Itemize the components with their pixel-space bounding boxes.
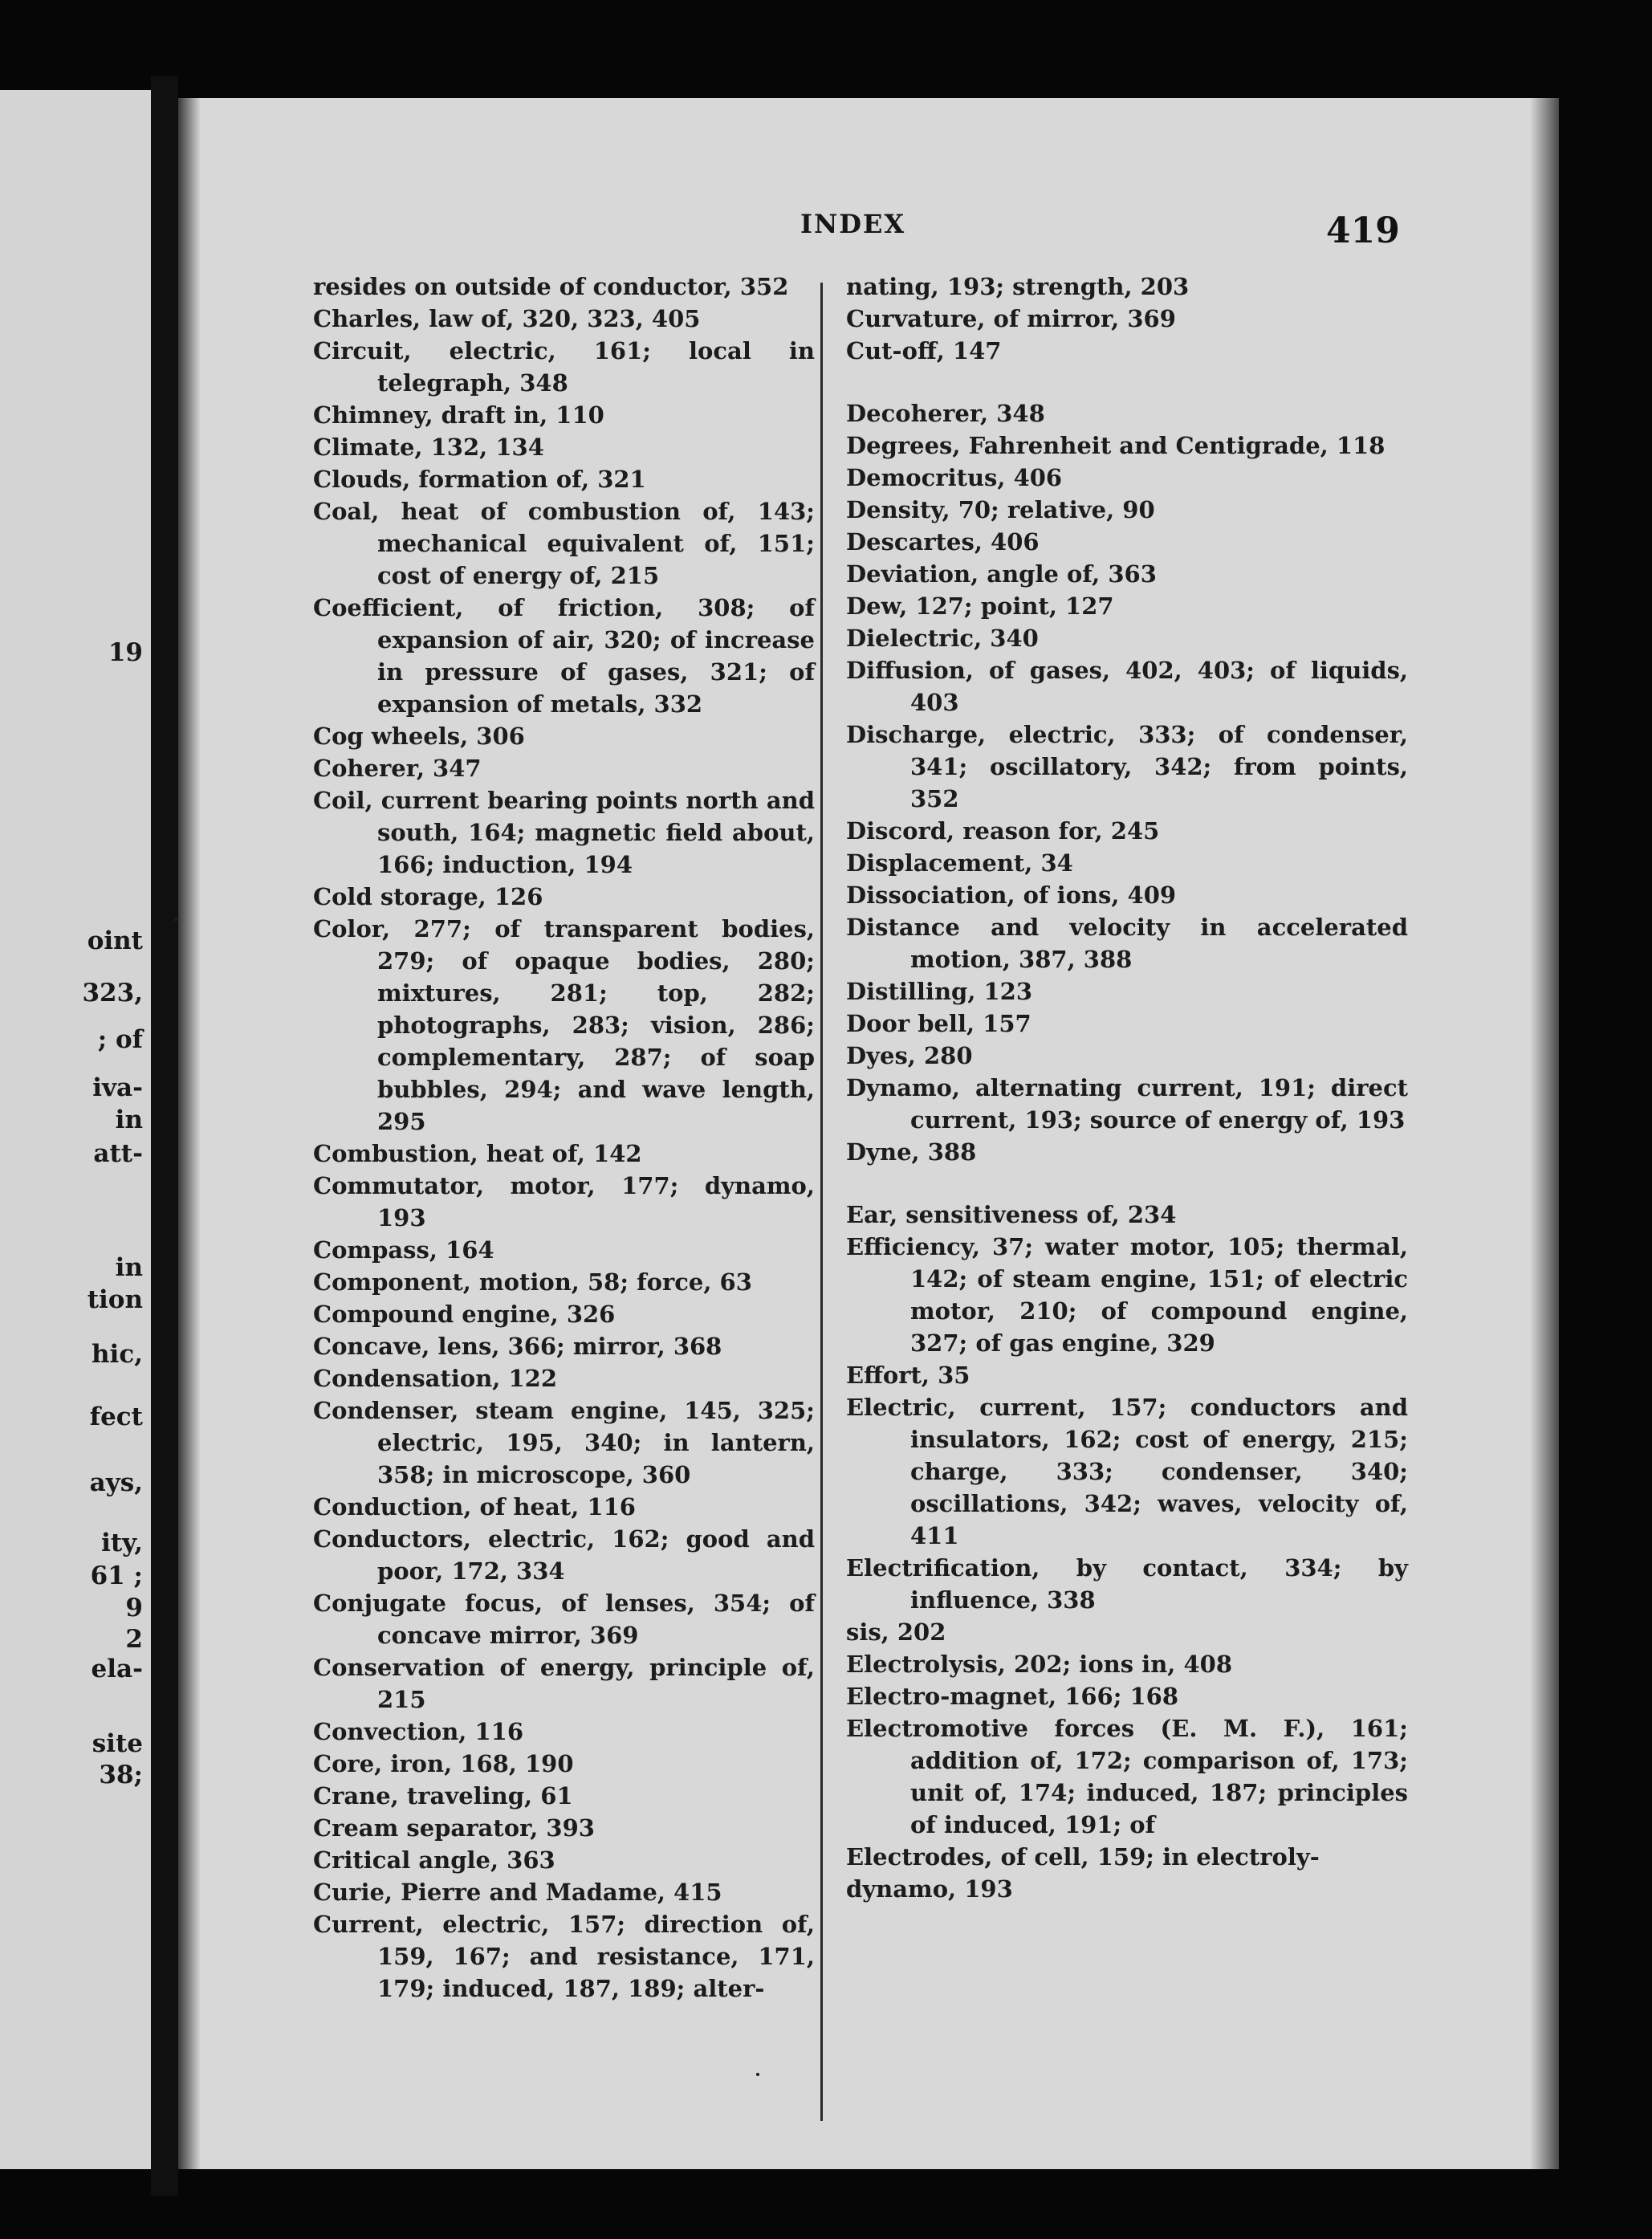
speck [756, 2073, 759, 2076]
index-entry: Cut-off, 147 [846, 337, 1002, 364]
index-entry: Dyes, 280 [846, 1042, 973, 1069]
index-entry: Condensation, 122 [313, 1365, 558, 1392]
index-entry: Combustion, heat of, 142 [313, 1140, 642, 1167]
running-head: INDEX [800, 209, 906, 239]
index-entry: Conjugate focus, of lenses, 354; of concave mirror, 369 [313, 1590, 815, 1649]
index-entry: Commutator, motor, 177; dynamo, 193 [313, 1172, 815, 1231]
index-entry: Dielectric, 340 [846, 625, 1039, 652]
index-entry: Component, motion, 58; force, 63 [313, 1268, 752, 1296]
prev-fragment: oint [87, 926, 143, 955]
index-entry: Dissociation, of ions, 409 [846, 881, 1177, 909]
page-number: 419 [1326, 210, 1400, 251]
index-entry: Compass, 164 [313, 1236, 494, 1264]
index-entry: Deviation, angle of, 363 [846, 560, 1157, 588]
index-entry: Distance and velocity in accelerated motion, 387, 388 [846, 914, 1408, 973]
index-entry: Electro-magnet, 166; 168 [846, 1683, 1179, 1710]
index-entry: Curie, Pierre and Madame, 415 [313, 1879, 722, 1906]
index-entry: Degrees, Fahrenheit and Centigrade, 118 [846, 432, 1385, 459]
index-entry: Effort, 35 [846, 1362, 970, 1389]
index-entry: Discharge, electric, 333; of condenser, 341; oscillatory, 342; from points, 352 [846, 721, 1408, 812]
index-entry: Conductors, electric, 162; good and poor, 172, 334 [313, 1525, 815, 1585]
index-column-right [846, 271, 1408, 1905]
index-entry: sis, 202 [846, 1618, 946, 1646]
prev-fragment: ; of [97, 1025, 143, 1054]
index-entry: Chimney, draft in, 110 [313, 401, 604, 429]
index-entry: Coefficient, of friction, 308; of expansion of air, 320; of increase in pressure of gases, 321; of expansion of metals, 332 [313, 594, 815, 718]
letter-gap [846, 367, 1408, 397]
index-entry: Dyne, 388 [846, 1138, 977, 1166]
index-entry: Electric, current, 157; conductors and insulators, 162; cost of energy, 215; charge, 333; condenser, 340; oscillations, 342; waves, velocity of, 411 [846, 1394, 1408, 1549]
prev-fragment: 9 [125, 1594, 143, 1622]
index-entry: Coherer, 347 [313, 755, 482, 782]
index-entry: Critical angle, 363 [313, 1846, 555, 1874]
index-entry: Crane, traveling, 61 [313, 1782, 573, 1810]
index-entry: Conservation of energy, principle of, 215 [313, 1654, 815, 1713]
index-entry: Cold storage, 126 [313, 883, 543, 910]
prev-fragment: ity, [101, 1529, 143, 1557]
prev-fragment: site [92, 1729, 143, 1758]
index-entry: Efficiency, 37; water motor, 105; thermal, 142; of steam engine, 151; of electric motor, 210; of compound engine, 327; of gas engine, 329 [846, 1233, 1408, 1357]
prev-fragment: 323, [82, 979, 143, 1008]
index-entry: Climate, 132, 134 [313, 434, 544, 461]
index-entry: Dew, 127; point, 127 [846, 592, 1114, 620]
index-entry: Coal, heat of combustion of, 143; mechanical equivalent of, 151; cost of energy of, 215 [313, 498, 815, 589]
index-entry: Density, 70; relative, 90 [846, 496, 1155, 523]
spine-shadow [178, 98, 201, 2169]
column-rule [820, 283, 823, 2121]
index-entry: nating, 193; strength, 203 [846, 273, 1190, 300]
index-entry: Core, iron, 168, 190 [313, 1750, 574, 1777]
index-entry: Convection, 116 [313, 1718, 524, 1745]
index-entry: Distilling, 123 [846, 978, 1033, 1005]
letter-gap [846, 1168, 1408, 1199]
index-entry: Democritus, 406 [846, 464, 1063, 491]
index-entry: Cream separator, 393 [313, 1814, 595, 1842]
index-entry: resides on outside of conductor, 352 [313, 273, 789, 300]
prev-fragment: hic, [92, 1340, 143, 1369]
prev-fragment: in [115, 1105, 143, 1134]
index-entry: Clouds, formation of, 321 [313, 466, 646, 493]
prev-fragment: ela- [91, 1655, 143, 1683]
book-gutter [151, 76, 178, 2196]
index-entry: Color, 277; of transparent bodies, 279; of opaque bodies, 280; mixtures, 281; top, 282; photographs, 283; vision, 286; complementary, 287; of soap bubbles, 294; and wave length, 295 [313, 915, 815, 1135]
index-entry: Compound engine, 326 [313, 1301, 616, 1328]
index-entry: Door bell, 157 [846, 1010, 1031, 1037]
index-entry: Circuit, electric, 161; local in telegraph, 348 [313, 337, 815, 397]
index-entry: Coil, current bearing points north and south, 164; magnetic field about, 166; induction, 194 [313, 787, 815, 878]
prev-fragment: in [115, 1253, 143, 1282]
prev-fragment: ays, [89, 1468, 143, 1497]
index-entry: Diffusion, of gases, 402, 403; of liquids, 403 [846, 657, 1408, 716]
index-entry: Concave, lens, 366; mirror, 368 [313, 1333, 722, 1360]
index-column-left [313, 271, 815, 2005]
index-entry: Ear, sensitiveness of, 234 [846, 1201, 1177, 1228]
index-entry: Charles, law of, 320, 323, 405 [313, 305, 701, 332]
speck [173, 917, 178, 922]
page-edge-shadow [1530, 98, 1559, 2169]
index-entry: Displacement, 34 [846, 849, 1073, 877]
previous-page-edge [0, 90, 151, 2169]
prev-fragment: iva- [92, 1073, 143, 1102]
index-entry: Condenser, steam engine, 145, 325; electric, 195, 340; in lantern, 358; in microscope, 360 [313, 1397, 815, 1488]
index-entry: Electrification, by contact, 334; by influence, 338 [846, 1554, 1408, 1614]
prev-fragment: tion [87, 1285, 143, 1314]
index-entry: Cog wheels, 306 [313, 723, 525, 750]
index-entry: dynamo, 193 [846, 1875, 1013, 1903]
index-entry: Current, electric, 157; direction of, 159, 167; and resistance, 171, 179; induced, 187, 189; alter- [313, 1911, 815, 2002]
index-entry: Conduction, of heat, 116 [313, 1493, 636, 1520]
index-entry: Discord, reason for, 245 [846, 817, 1160, 845]
index-entry: Electrolysis, 202; ions in, 408 [846, 1651, 1233, 1678]
index-page [178, 98, 1559, 2169]
index-entry: Electromotive forces (E. M. F.), 161; addition of, 172; comparison of, 173; unit of, 174; induced, 187; principles of induced, 191; of [846, 1715, 1408, 1838]
index-entry: Descartes, 406 [846, 528, 1040, 556]
prev-fragment: fect [89, 1402, 143, 1431]
index-entry: Dynamo, alternating current, 191; direct current, 193; source of energy of, 193 [846, 1074, 1408, 1134]
prev-fragment: 19 [108, 638, 143, 667]
index-entry: Decoherer, 348 [846, 400, 1045, 427]
prev-fragment: 61 ; [90, 1561, 143, 1590]
index-entry: Curvature, of mirror, 369 [846, 305, 1176, 332]
prev-fragment: 38; [99, 1761, 143, 1789]
index-entry: Electrodes, of cell, 159; in electroly- [846, 1843, 1320, 1871]
prev-fragment: att- [93, 1139, 143, 1168]
prev-fragment: 2 [125, 1625, 143, 1654]
